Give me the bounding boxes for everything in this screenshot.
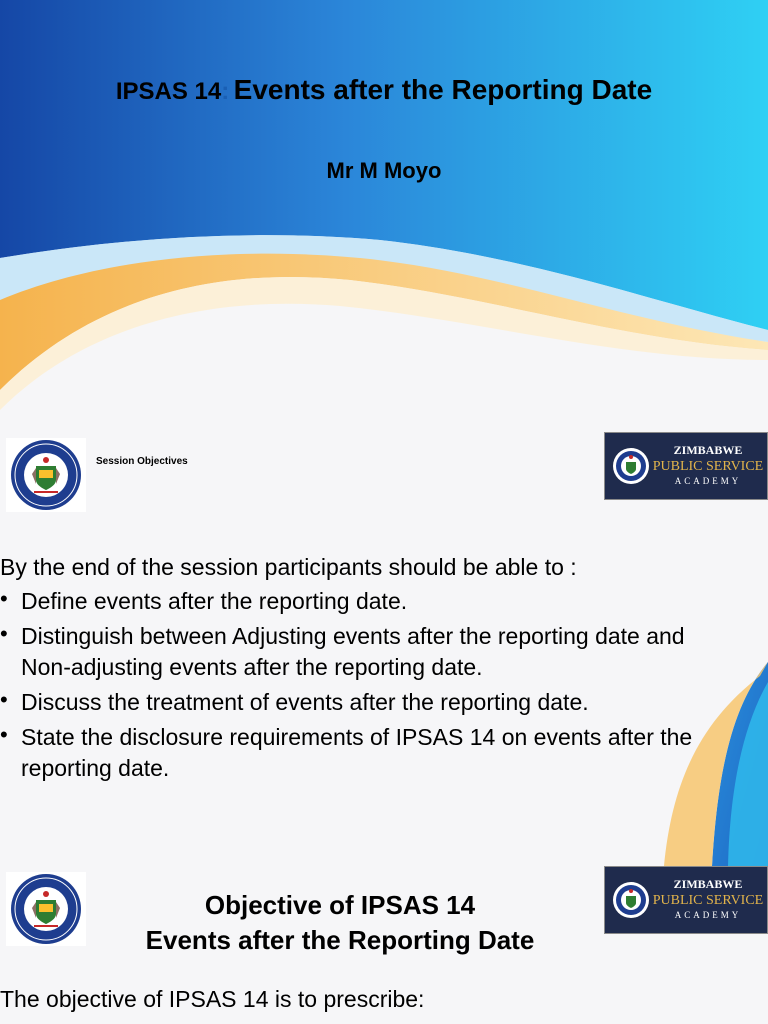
objective-intro: The objective of IPSAS 14 is to prescribe: (0, 986, 425, 1012)
author-name: Mr M Moyo (326, 158, 442, 183)
objective-title (90, 888, 590, 958)
objective-slide (0, 866, 768, 1024)
slide-background (0, 0, 768, 432)
list-item: • Distinguish between Adjusting events after the reporting date and Non-adjusting events after the reporting date. (0, 621, 740, 683)
academy-name: PUBLIC SERVICE (652, 893, 764, 908)
objectives-slide (0, 432, 768, 866)
objective-title-line2: Events after the Reporting Date (145, 925, 535, 955)
academy-country: ZIMBABWE (673, 443, 743, 457)
academy-word: ACADEMY (674, 476, 742, 486)
academy-word: ACADEMY (674, 910, 742, 920)
session-objectives-label: Session Objectives (96, 456, 188, 467)
zimbabwe-public-service-academy-logo (604, 432, 768, 500)
academy-country: ZIMBABWE (673, 877, 743, 891)
title-main: Events after the Reporting Date (233, 74, 653, 105)
academy-name: PUBLIC SERVICE (652, 459, 764, 474)
title-colon: : (221, 78, 230, 105)
title-slide (0, 0, 768, 432)
public-service-commission-logo (6, 438, 86, 512)
list-item: • State the disclosure requirements of IPSAS 14 on events after the reporting date. (0, 722, 740, 784)
objectives-list (0, 586, 740, 788)
list-item: • Discuss the treatment of events after the reporting date. (0, 687, 740, 718)
objectives-intro: By the end of the session participants should be able to : (0, 554, 577, 580)
title-prefix: IPSAS 14 (115, 78, 222, 105)
objective-title-line1: Objective of IPSAS 14 (204, 890, 476, 920)
list-item: • Define events after the reporting date. (0, 586, 740, 617)
zimbabwe-public-service-academy-logo (604, 866, 768, 934)
slide-title (0, 74, 768, 106)
public-service-commission-logo (6, 872, 86, 946)
